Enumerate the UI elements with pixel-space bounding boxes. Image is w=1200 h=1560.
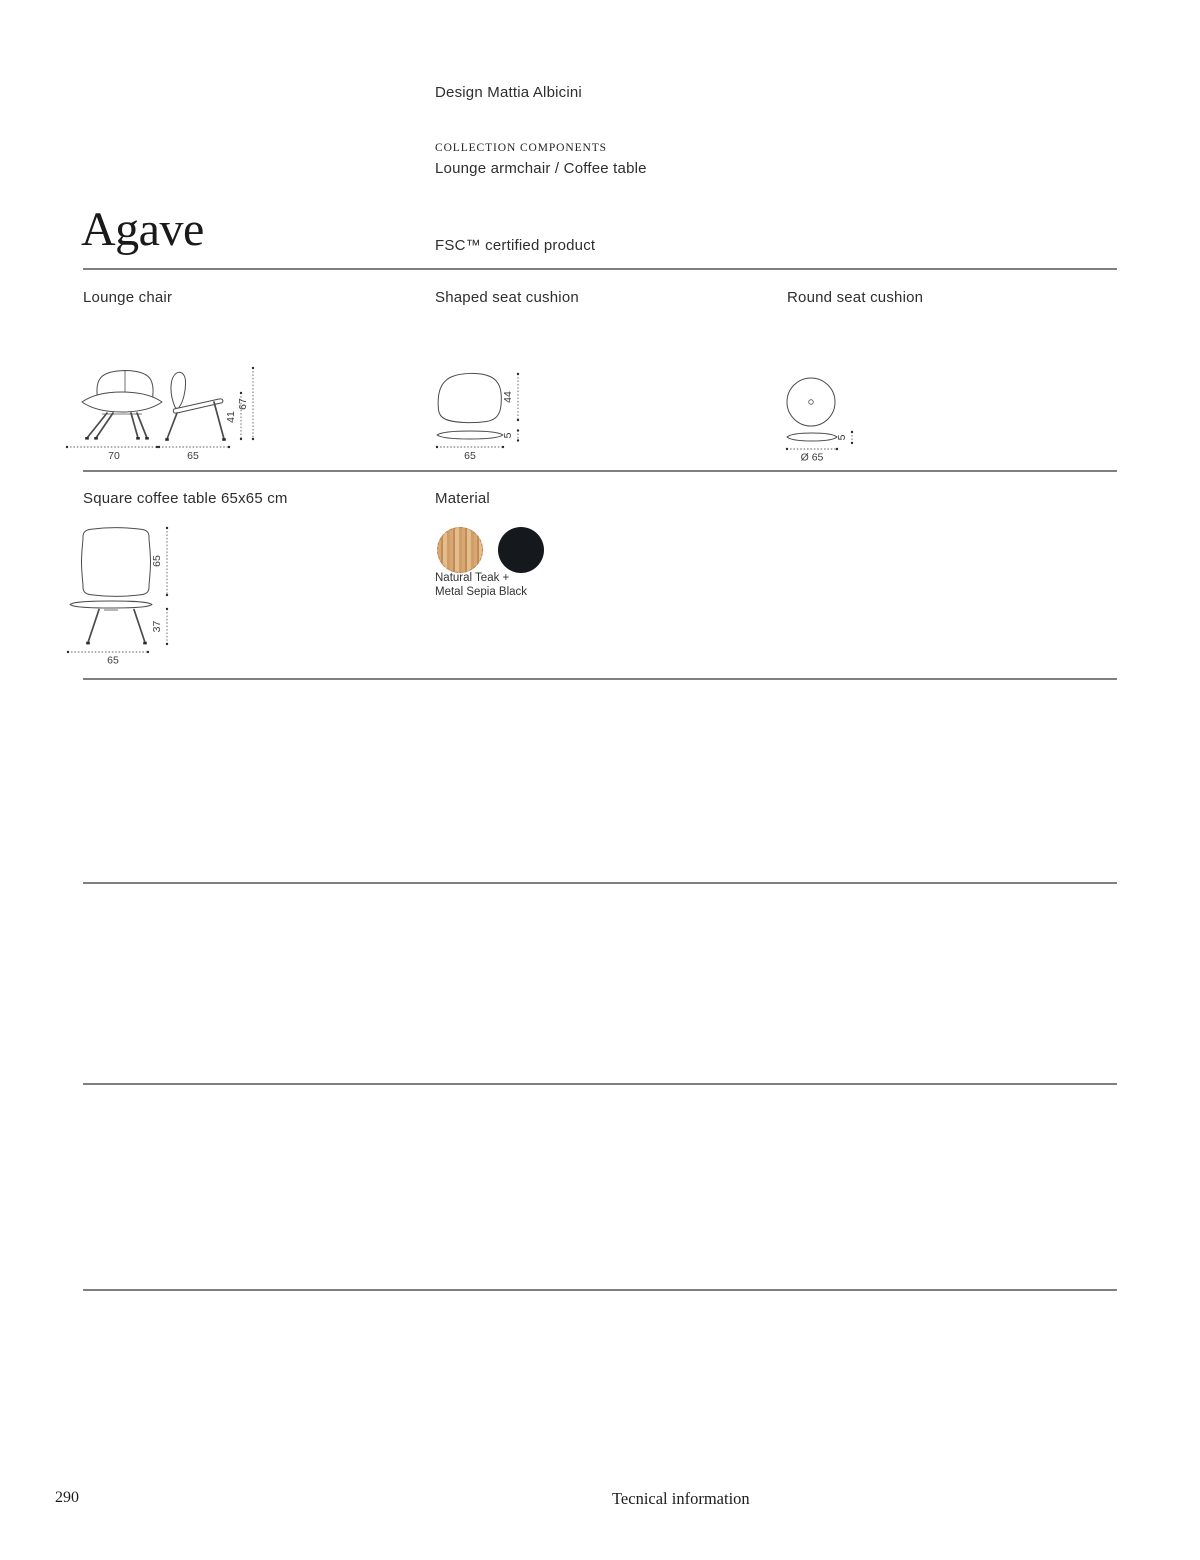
shaped-cushion-heading: Shaped seat cushion: [435, 289, 579, 306]
dim-cushion-depth: 44: [502, 391, 514, 403]
material-caption-line1: Natural Teak +: [435, 572, 510, 584]
coffee-table-heading: Square coffee table 65x65 cm: [83, 490, 288, 507]
dim-table-width: 65: [107, 654, 119, 667]
footer-section-title: Tecnical information: [612, 1489, 750, 1508]
dim-seat-height: 41: [225, 411, 237, 423]
dim-front-width: 70: [108, 450, 120, 462]
lounge-chair-dimensions: [66, 367, 254, 462]
coffee-table-drawing: [62, 515, 212, 670]
dim-total-height: 67: [237, 398, 249, 410]
designer-name: Design Mattia Albicini: [435, 84, 582, 101]
fsc-certification-text: FSC™ certified product: [435, 237, 596, 254]
section-divider: [83, 470, 1117, 472]
material-caption-line2: Metal Sepia Black: [435, 586, 528, 598]
round-cushion-heading: Round seat cushion: [787, 289, 924, 306]
section-divider: [83, 1083, 1117, 1085]
dim-round-thickness: 5: [836, 434, 848, 441]
collection-components-label: COLLECTION COMPONENTS: [435, 142, 607, 154]
section-divider: [83, 678, 1117, 680]
lounge-chair-heading: Lounge chair: [83, 289, 173, 306]
lounge-chair-drawing: [62, 358, 272, 468]
dim-table-height: 37: [151, 620, 163, 633]
section-divider: [83, 268, 1117, 270]
material-heading: Material: [435, 490, 490, 507]
dim-round-diameter: Ø 65: [800, 451, 824, 464]
dim-side-depth: 65: [187, 450, 199, 462]
section-divider: [83, 882, 1117, 884]
section-divider: [83, 1289, 1117, 1291]
page-number: 290: [55, 1489, 79, 1506]
material-caption: [435, 571, 527, 599]
dim-cushion-width: 65: [464, 450, 476, 462]
collection-components-value: Lounge armchair / Coffee table: [435, 160, 647, 177]
shaped-cushion-drawing: [430, 358, 540, 468]
material-swatch-metal-sepia-black: [498, 527, 544, 573]
round-cushion-drawing: [782, 358, 892, 468]
dim-table-top: 65: [151, 555, 163, 567]
lounge-chair-side-view: [165, 372, 226, 441]
lounge-chair-front-view: [82, 371, 162, 440]
dim-cushion-thickness: 5: [502, 432, 514, 439]
product-title: Agave: [81, 203, 204, 256]
material-swatch-natural-teak: [437, 527, 483, 573]
